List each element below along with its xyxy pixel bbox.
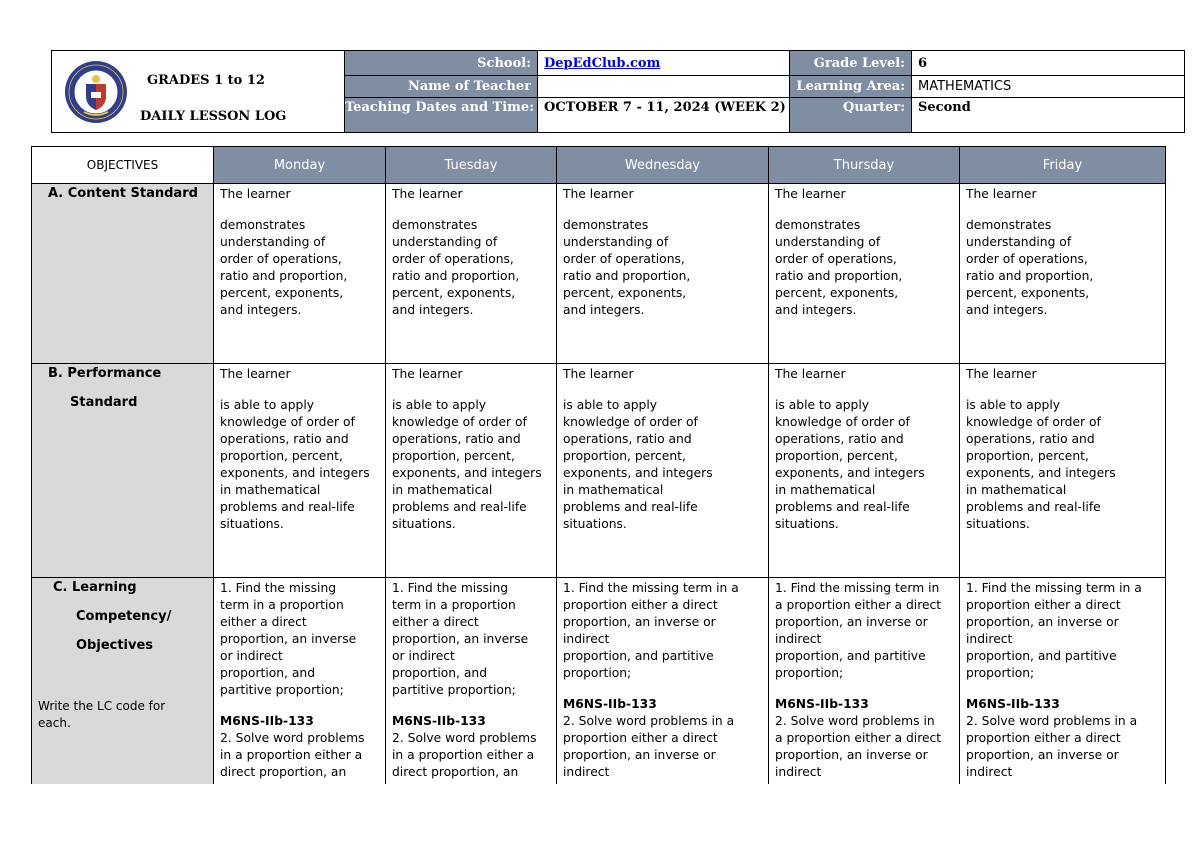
learning-competency-thursday	[769, 578, 960, 784]
brand-title: GRADES 1 to 12	[147, 73, 265, 88]
lesson-log-table	[31, 146, 1166, 784]
cell-text-line: knowledge of order of	[392, 415, 527, 429]
cell-text-line: term in a proportion	[220, 598, 344, 612]
cell-text-line: operations, ratio and	[966, 432, 1095, 446]
content-standard-intro: The learner	[392, 187, 463, 201]
cell-text-line: a proportion either a direct	[775, 598, 942, 612]
lc-code: M6NS-IIb-133	[966, 697, 1060, 711]
cell-text-line: proportion, percent,	[775, 449, 898, 463]
cell-text-line: in mathematical	[220, 483, 321, 497]
cell-text-line: operations, ratio and	[775, 432, 904, 446]
cell-text-line: percent, exponents,	[563, 286, 687, 300]
cell-text-line: understanding of	[220, 235, 326, 249]
cell-text-line: in mathematical	[563, 483, 664, 497]
cell-text-line: problems and real-life	[392, 500, 527, 514]
cell-text-line: situations.	[220, 517, 284, 531]
cell-text-line: proportion, an inverse or	[563, 615, 716, 629]
cell-text-line: and integers.	[392, 303, 474, 317]
learning-competency-tuesday	[386, 578, 557, 784]
cell-text-line: situations.	[966, 517, 1030, 531]
line-gap	[775, 203, 959, 217]
cell-text-line: ratio and proportion,	[392, 269, 520, 283]
cell-text-line: operations, ratio and	[392, 432, 521, 446]
cell-text-line: operations, ratio and	[563, 432, 692, 446]
cell-text-line: in a proportion either a	[392, 748, 535, 762]
line-gap	[220, 699, 385, 713]
cell-text-line: 1. Find the missing	[392, 581, 509, 595]
cell-text-line: proportion, percent,	[220, 449, 343, 463]
cell-text-line: understanding of	[563, 235, 669, 249]
quarter-value: Second	[912, 98, 1185, 133]
cell-text-line: 1. Find the missing term in	[775, 581, 940, 595]
performance-standard-thursday	[769, 364, 960, 578]
performance-standard-intro: The learner	[966, 367, 1037, 381]
cell-text-line: 2. Solve word problems in	[775, 714, 935, 728]
cell-text-line: is able to apply	[775, 398, 870, 412]
learning-competency-wednesday	[557, 578, 769, 784]
cell-text-line: order of operations,	[563, 252, 685, 266]
cell-text-line: order of operations,	[392, 252, 514, 266]
content-standard-friday	[960, 184, 1166, 364]
cell-text-line: in mathematical	[392, 483, 493, 497]
cell-text-line: problems and real-life	[966, 500, 1101, 514]
content-standard-thursday	[769, 184, 960, 364]
cell-text-line: a proportion either a direct	[775, 731, 942, 745]
cell-text-line: exponents, and integers	[966, 466, 1116, 480]
performance-standard-friday	[960, 364, 1166, 578]
cell-text-line: proportion, an inverse or	[966, 748, 1119, 762]
cell-text-line: exponents, and integers	[563, 466, 713, 480]
cell-text-line: knowledge of order of	[563, 415, 698, 429]
cell-text-line: indirect	[563, 632, 610, 646]
line-gap	[220, 203, 385, 217]
cell-text-line: understanding of	[966, 235, 1072, 249]
line-gap	[775, 383, 959, 397]
cell-text-line: and integers.	[775, 303, 857, 317]
cell-text-line: term in a proportion	[392, 598, 516, 612]
deped-seal-icon	[64, 60, 128, 124]
lc-code: M6NS-IIb-133	[775, 697, 869, 711]
content-standard-monday	[214, 184, 386, 364]
cell-text-line: demonstrates	[392, 218, 478, 232]
line-gap	[775, 682, 959, 696]
cell-text-line: problems and real-life	[775, 500, 910, 514]
learning-area-label: Learning Area:	[790, 76, 912, 98]
cell-text-line: 1. Find the missing	[220, 581, 337, 595]
cell-text-line: proportion either a direct	[563, 731, 718, 745]
performance-standard-intro: The learner	[775, 367, 846, 381]
cell-text-line: 2. Solve word problems in a	[563, 714, 735, 728]
lc-code: M6NS-IIb-133	[563, 697, 657, 711]
learning-competency-friday	[960, 578, 1166, 784]
cell-text-line: indirect	[966, 765, 1013, 779]
day-header-wednesday: Wednesday	[557, 147, 769, 184]
cell-text-line: proportion, percent,	[966, 449, 1089, 463]
cell-text-line: percent, exponents,	[966, 286, 1090, 300]
brand-subtitle: DAILY LESSON LOG	[140, 109, 287, 124]
cell-text-line: order of operations,	[966, 252, 1088, 266]
line-gap	[563, 383, 768, 397]
content-standard-label: A. Content Standard	[32, 184, 214, 364]
cell-text-line: knowledge of order of	[220, 415, 355, 429]
line-gap	[966, 682, 1165, 696]
content-standard-intro: The learner	[966, 187, 1037, 201]
school-value-link[interactable]: DepEdClub.com	[538, 51, 790, 76]
school-label: School:	[345, 51, 538, 76]
cell-text-line: exponents, and integers	[392, 466, 542, 480]
performance-standard-tuesday	[386, 364, 557, 578]
cell-text-line: percent, exponents,	[220, 286, 344, 300]
cell-text-line: understanding of	[392, 235, 498, 249]
cell-text-line: direct proportion, an	[392, 765, 519, 779]
cell-text-line: proportion either a direct	[966, 731, 1121, 745]
performance-standard-label: B. Performance Standard	[32, 364, 214, 578]
cell-text-line: proportion, an inverse or	[966, 615, 1119, 629]
teaching-dates-value: OCTOBER 7 - 11, 2024 (WEEK 2)	[538, 98, 790, 133]
cell-text-line: demonstrates	[563, 218, 649, 232]
cell-text-line: knowledge of order of	[775, 415, 910, 429]
quarter-label: Quarter:	[790, 98, 912, 133]
cell-text-line: percent, exponents,	[392, 286, 516, 300]
cell-text-line: proportion, and partitive	[563, 649, 714, 663]
cell-text-line: indirect	[966, 632, 1013, 646]
cell-text-line: direct proportion, an	[220, 765, 347, 779]
cell-text-line: understanding of	[775, 235, 881, 249]
day-header-thursday: Thursday	[769, 147, 960, 184]
cell-text-line: is able to apply	[220, 398, 315, 412]
line-gap	[563, 682, 768, 696]
content-standard-tuesday	[386, 184, 557, 364]
cell-text-line: ratio and proportion,	[220, 269, 348, 283]
day-header-friday: Friday	[960, 147, 1166, 184]
cell-text-line: demonstrates	[966, 218, 1052, 232]
cell-text-line: situations.	[392, 517, 456, 531]
cell-text-line: proportion, an inverse or	[563, 748, 716, 762]
cell-text-line: proportion, and	[220, 666, 316, 680]
line-gap	[392, 203, 556, 217]
cell-text-line: 2. Solve word problems in a	[966, 714, 1138, 728]
grade-level-label: Grade Level:	[790, 51, 912, 76]
cell-text-line: either a direct	[392, 615, 479, 629]
line-gap	[966, 203, 1165, 217]
header-table	[51, 50, 1185, 133]
line-gap	[966, 383, 1165, 397]
header-brand-cell	[52, 51, 345, 133]
cell-text-line: problems and real-life	[563, 500, 698, 514]
cell-text-line: proportion either a direct	[966, 598, 1121, 612]
cell-text-line: in mathematical	[775, 483, 876, 497]
cell-text-line: is able to apply	[563, 398, 658, 412]
line-gap	[392, 699, 556, 713]
performance-standard-wednesday	[557, 364, 769, 578]
lc-code: M6NS-IIb-133	[392, 714, 486, 728]
cell-text-line: indirect	[563, 765, 610, 779]
content-standard-intro: The learner	[563, 187, 634, 201]
performance-standard-intro: The learner	[220, 367, 291, 381]
cell-text-line: proportion;	[966, 666, 1035, 680]
cell-text-line: proportion, an inverse	[220, 632, 357, 646]
cell-text-line: in mathematical	[966, 483, 1067, 497]
cell-text-line: either a direct	[220, 615, 307, 629]
cell-text-line: proportion, and partitive	[775, 649, 926, 663]
teacher-label: Name of Teacher	[345, 76, 538, 98]
cell-text-line: proportion;	[775, 666, 844, 680]
cell-text-line: order of operations,	[220, 252, 342, 266]
cell-text-line: in a proportion either a	[220, 748, 363, 762]
cell-text-line: ratio and proportion,	[563, 269, 691, 283]
cell-text-line: partitive proportion;	[392, 683, 516, 697]
cell-text-line: 2. Solve word problems	[220, 731, 365, 745]
cell-text-line: proportion, an inverse or	[775, 748, 928, 762]
cell-text-line: 1. Find the missing term in a	[563, 581, 739, 595]
day-header-monday: Monday	[214, 147, 386, 184]
cell-text-line: proportion, percent,	[392, 449, 515, 463]
cell-text-line: demonstrates	[220, 218, 306, 232]
learning-competency-label: C. Learning Competency/ Objectives Write the LC code for each.	[32, 578, 214, 784]
performance-standard-intro: The learner	[563, 367, 634, 381]
cell-text-line: partitive proportion;	[220, 683, 344, 697]
cell-text-line: exponents, and integers	[220, 466, 370, 480]
learning-area-value: MATHEMATICS	[912, 76, 1185, 98]
cell-text-line: indirect	[775, 632, 822, 646]
objectives-header: OBJECTIVES	[32, 147, 214, 184]
performance-standard-intro: The learner	[392, 367, 463, 381]
content-standard-wednesday	[557, 184, 769, 364]
content-standard-intro: The learner	[220, 187, 291, 201]
line-gap	[392, 383, 556, 397]
cell-text-line: proportion, percent,	[563, 449, 686, 463]
cell-text-line: proportion, and partitive	[966, 649, 1117, 663]
day-header-tuesday: Tuesday	[386, 147, 557, 184]
cell-text-line: exponents, and integers	[775, 466, 925, 480]
cell-text-line: knowledge of order of	[966, 415, 1101, 429]
cell-text-line: 2. Solve word problems	[392, 731, 537, 745]
cell-text-line: problems and real-life	[220, 500, 355, 514]
line-gap	[220, 383, 385, 397]
cell-text-line: proportion, and	[392, 666, 488, 680]
teaching-dates-label: Teaching Dates and Time:	[345, 98, 538, 133]
lc-code-note: Write the LC code for each.	[38, 699, 166, 730]
cell-text-line: situations.	[775, 517, 839, 531]
content-standard-intro: The learner	[775, 187, 846, 201]
line-gap	[563, 203, 768, 217]
lc-code: M6NS-IIb-133	[220, 714, 314, 728]
cell-text-line: 1. Find the missing term in a	[966, 581, 1142, 595]
cell-text-line: ratio and proportion,	[775, 269, 903, 283]
cell-text-line: proportion, an inverse	[392, 632, 529, 646]
cell-text-line: proportion;	[563, 666, 632, 680]
cell-text-line: or indirect	[392, 649, 455, 663]
cell-text-line: or indirect	[220, 649, 283, 663]
cell-text-line: and integers.	[966, 303, 1048, 317]
cell-text-line: is able to apply	[392, 398, 487, 412]
cell-text-line: indirect	[775, 765, 822, 779]
cell-text-line: operations, ratio and	[220, 432, 349, 446]
learning-competency-monday	[214, 578, 386, 784]
cell-text-line: proportion either a direct	[563, 598, 718, 612]
performance-standard-monday	[214, 364, 386, 578]
cell-text-line: ratio and proportion,	[966, 269, 1094, 283]
cell-text-line: is able to apply	[966, 398, 1061, 412]
cell-text-line: demonstrates	[775, 218, 861, 232]
cell-text-line: and integers.	[220, 303, 302, 317]
cell-text-line: order of operations,	[775, 252, 897, 266]
teacher-value	[538, 76, 790, 98]
cell-text-line: proportion, an inverse or	[775, 615, 928, 629]
grade-level-value: 6	[912, 51, 1185, 76]
cell-text-line: and integers.	[563, 303, 645, 317]
cell-text-line: situations.	[563, 517, 627, 531]
cell-text-line: percent, exponents,	[775, 286, 899, 300]
